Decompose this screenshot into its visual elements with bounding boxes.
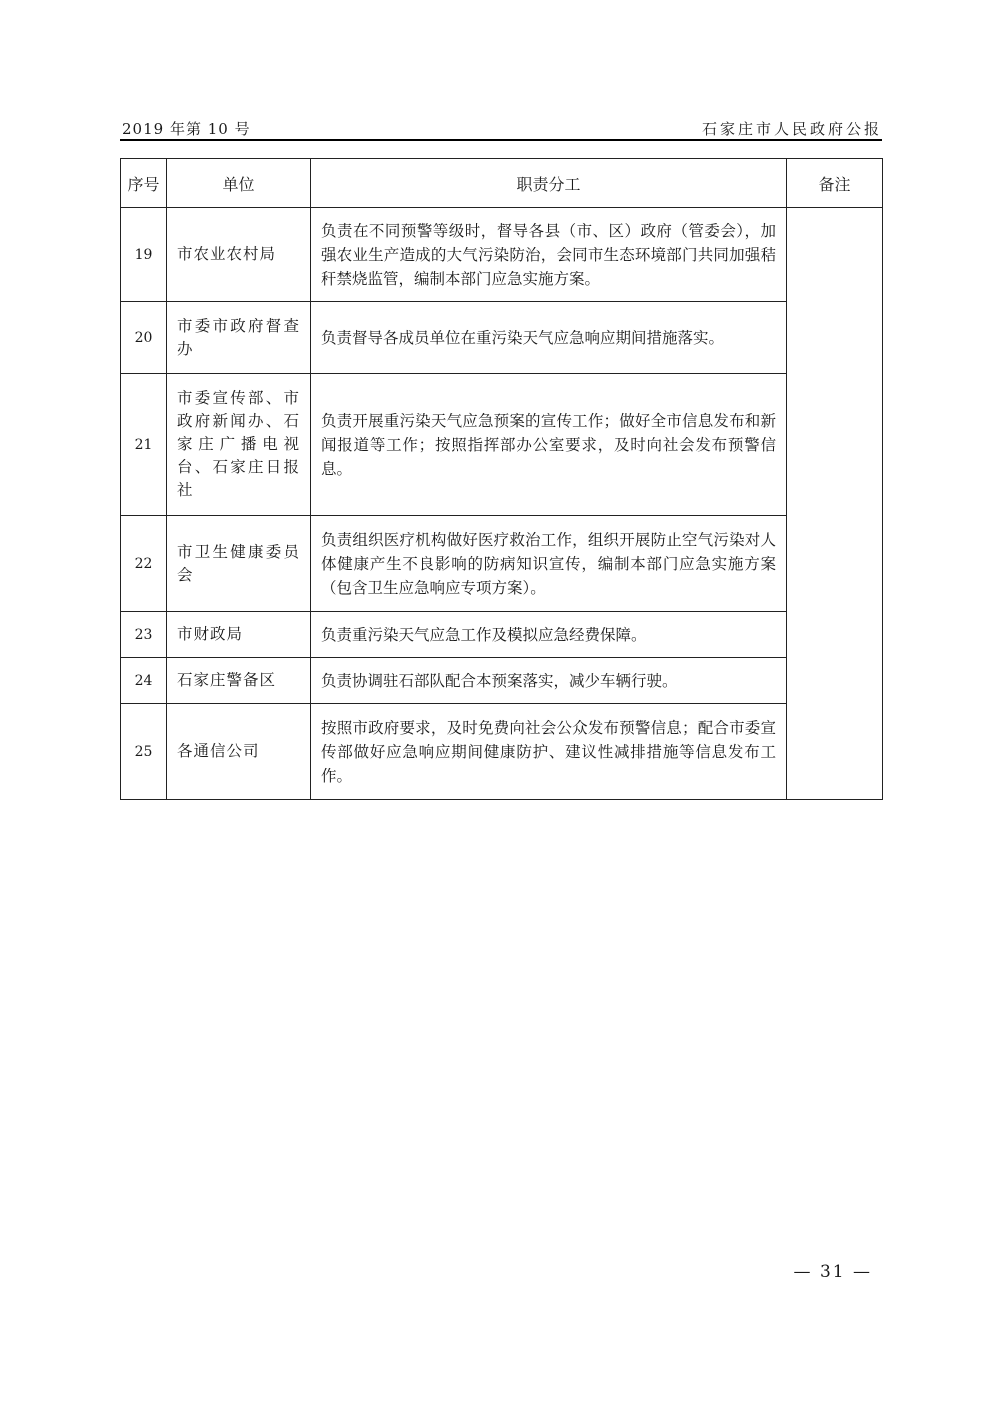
row-unit: 石家庄警备区	[167, 658, 311, 704]
row-unit: 市农业农村局	[167, 208, 311, 302]
table-header-row	[121, 159, 883, 208]
row-index: 21	[121, 374, 167, 516]
row-duty: 负责在不同预警等级时，督导各县（市、区）政府（管委会），加强农业生产造成的大气污染防治，会同市生态环境部门共同加强秸秆禁烧监管，编制本部门应急实施方案。	[311, 208, 787, 302]
column-header-remark: 备注	[787, 159, 883, 208]
table-row	[121, 658, 883, 704]
row-duty: 负责督导各成员单位在重污染天气应急响应期间措施落实。	[311, 302, 787, 374]
table-row	[121, 516, 883, 612]
duty-table	[120, 158, 883, 800]
row-index: 25	[121, 704, 167, 800]
row-unit: 市委宣传部、市政府新闻办、石家庄广播电视台、石家庄日报社	[167, 374, 311, 516]
issue-label: 2019 年第 10 号	[122, 120, 251, 138]
table-row	[121, 612, 883, 658]
row-duty: 负责开展重污染天气应急预案的宣传工作；做好全市信息发布和新闻报道等工作；按照指挥部办公室要求，及时向社会发布预警信息。	[311, 374, 787, 516]
row-duty: 按照市政府要求，及时免费向社会公众发布预警信息；配合市委宣传部做好应急响应期间健康防护、建议性减排措施等信息发布工作。	[311, 704, 787, 800]
header-rule	[120, 139, 882, 141]
table-row	[121, 374, 883, 516]
page-number: — 31 —	[793, 1262, 872, 1282]
row-index: 19	[121, 208, 167, 302]
remark-cell	[787, 208, 883, 800]
table-row	[121, 704, 883, 800]
column-header-index: 序号	[121, 159, 167, 208]
row-duty: 负责组织医疗机构做好医疗救治工作，组织开展防止空气污染对人体健康产生不良影响的防病知识宣传，编制本部门应急实施方案（包含卫生应急响应专项方案）。	[311, 516, 787, 612]
row-index: 20	[121, 302, 167, 374]
row-unit: 各通信公司	[167, 704, 311, 800]
row-unit: 市财政局	[167, 612, 311, 658]
table-row	[121, 302, 883, 374]
row-duty: 负责重污染天气应急工作及模拟应急经费保障。	[311, 612, 787, 658]
row-unit: 市委市政府督查办	[167, 302, 311, 374]
column-header-duty: 职责分工	[311, 159, 787, 208]
row-index: 23	[121, 612, 167, 658]
row-duty: 负责协调驻石部队配合本预案落实，减少车辆行驶。	[311, 658, 787, 704]
row-index: 22	[121, 516, 167, 612]
row-index: 24	[121, 658, 167, 704]
row-unit: 市卫生健康委员会	[167, 516, 311, 612]
table-row	[121, 208, 883, 302]
publication-title: 石家庄市人民政府公报	[701, 120, 882, 138]
column-header-unit: 单位	[167, 159, 311, 208]
